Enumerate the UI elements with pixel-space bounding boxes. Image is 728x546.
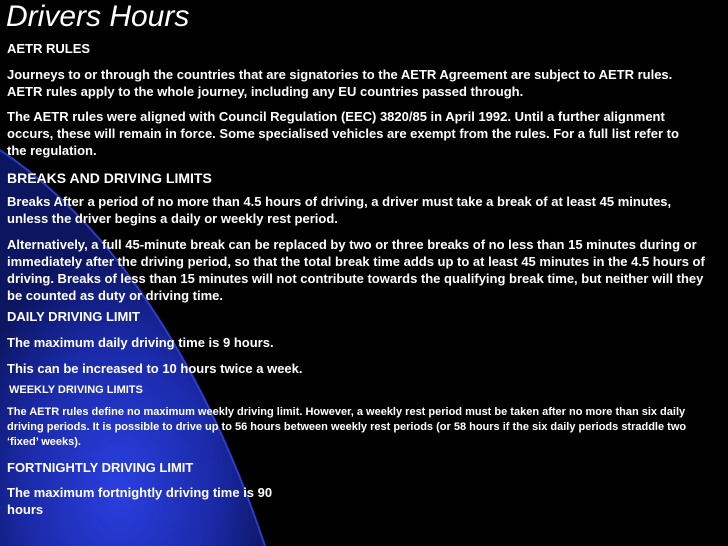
breaks-heading: BREAKS AND DRIVING LIMITS (7, 170, 212, 186)
daily-heading: DAILY DRIVING LIMIT (7, 309, 140, 324)
aetr-heading: AETR RULES (7, 41, 91, 56)
aetr-paragraph-2: The AETR rules were aligned with Council Regulation (EEC) 3820/85 in April 1992. Until a further alignment occurs, these will remain in force. Some specialised vehicles are exempt from the rules. For a full list refer to the regulation. (7, 109, 679, 158)
aetr-paragraph-1: Journeys to or through the countries that are signatories to the AETR Agreement are subject to AETR rules. AETR rules apply to the whole journey, including any EU countries passed through. (7, 67, 673, 99)
breaks-paragraph-1: Breaks After a period of no more than 4.5 hours of driving, a driver must take a break of at least 45 minutes, unless the driver begins a daily or weekly rest period. (7, 194, 672, 226)
weekly-heading: WEEKLY DRIVING LIMITS (9, 384, 143, 396)
slide-title: Drivers Hours (6, 0, 190, 33)
fortnightly-heading: FORTNIGHTLY DRIVING LIMIT (7, 460, 194, 475)
daily-paragraph-2: This can be increased to 10 hours twice a week. (7, 361, 303, 376)
daily-paragraph-1: The maximum daily driving time is 9 hours. (7, 335, 274, 350)
weekly-paragraph-1: The AETR rules define no maximum weekly driving limit. However, a weekly rest period must be taken after no more than six daily driving periods. It is possible to drive up to 56 hours between weekly rest periods (or 58 hours if the six daily periods straddle two ‘fixed’ weeks). (7, 406, 687, 448)
breaks-paragraph-2: Alternatively, a full 45-minute break can be replaced by two or three breaks of no less than 15 minutes during or immediately after the driving period, so that the total break time adds up to at least 45 minutes in the 4.5 hours of driving. Breaks of less than 15 minutes will not contribute towards the qualifying break time, but neither will they be counted as duty or driving time. (7, 237, 705, 303)
fortnightly-paragraph-1: The maximum fortnightly driving time is 90 hours (7, 485, 273, 517)
